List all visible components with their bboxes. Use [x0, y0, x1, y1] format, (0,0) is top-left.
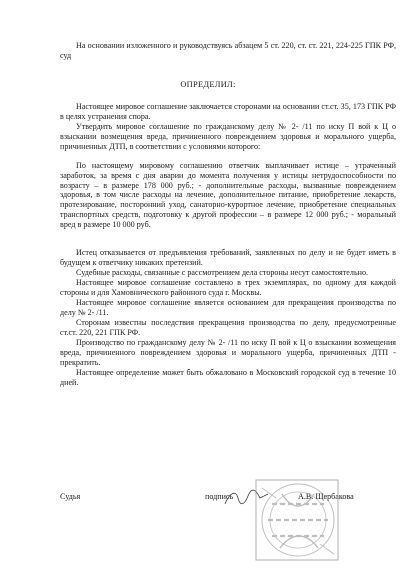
paragraph-3: По настоящему мировому соглашению ответчик выплачивает истице – утраченный заработок, за время с дня аварии до момента получения у истицы нетрудоспособности по возрасту – в размере 178 000 руб.; - дополнительные расходы, вызванные повреждением здоровья, в том числе расходы на лечение, дополнительное питание, приобретение лекарств, протезирование, посторонний уход, санаторно-курортное лечение, приобретение специальных транспортных средств, подготовку к другой профессии – в размере 12 000 руб.; - моральный вред в размере 10 000 руб.: [60, 161, 396, 229]
paragraph-8: Сторонам известны последствия прекращения производства по делу, предусмотренные ст.ст. 220, 221 ГПК РФ.: [60, 318, 396, 337]
signature-label: подпись: [205, 492, 234, 501]
judge-name: А.В. Щербакова: [298, 492, 354, 501]
paragraph-6: Настоящее мировое соглашение составлено в трех экземплярах, по одному для каждой стороны и для Хамовнического районного суда г. Москвы.: [60, 278, 396, 297]
paragraph-10: Настоящее определение может быть обжаловано в Московский городской суд в течение 10 дней.: [60, 368, 396, 387]
paragraph-9: Производство по гражданскому делу № 2- /11 по иску П вой к Ц о взыскании возмещения вреда, причиненного повреждением здоровья и морального ущерба, причиненных ДТП - прекратить.: [60, 338, 396, 367]
intro-paragraph: На основании изложенного и руководствуясь абзацем 5 ст. 220, ст. ст. 221, 224-225 ГПК РФ, суд: [60, 41, 396, 60]
paragraph-4: Истец отказывается от предъявления требований, заявленных по делу и не будет иметь в будущем к ответчику никаких претензий.: [60, 248, 396, 267]
court-seal-stamp: [252, 474, 344, 566]
paragraph-7: Настоящее мировое соглашение является основанием для прекращения производства по делу № 2- /11.: [60, 298, 396, 317]
judge-label: Судья: [60, 492, 81, 501]
paragraph-2: Утвердить мировое соглашение по гражданскому делу № 2- /11 по иску П вой к Ц о взыскании возмещения вреда, причиненного повреждением здоровья и морального ущерба, причиненных ДТП, в соответствии с условиями которого:: [60, 122, 396, 151]
ruling-heading: ОПРЕДЕЛИЛ:: [180, 80, 236, 89]
paragraph-5: Судебные расходы, связанные с рассмотрением дела стороны несут самостоятельно.: [76, 268, 369, 277]
paragraph-1: Настоящее мировое соглашение заключается сторонами на основании ст.ст. 35, 173 ГПК РФ в целях устранения спора.: [60, 102, 396, 121]
